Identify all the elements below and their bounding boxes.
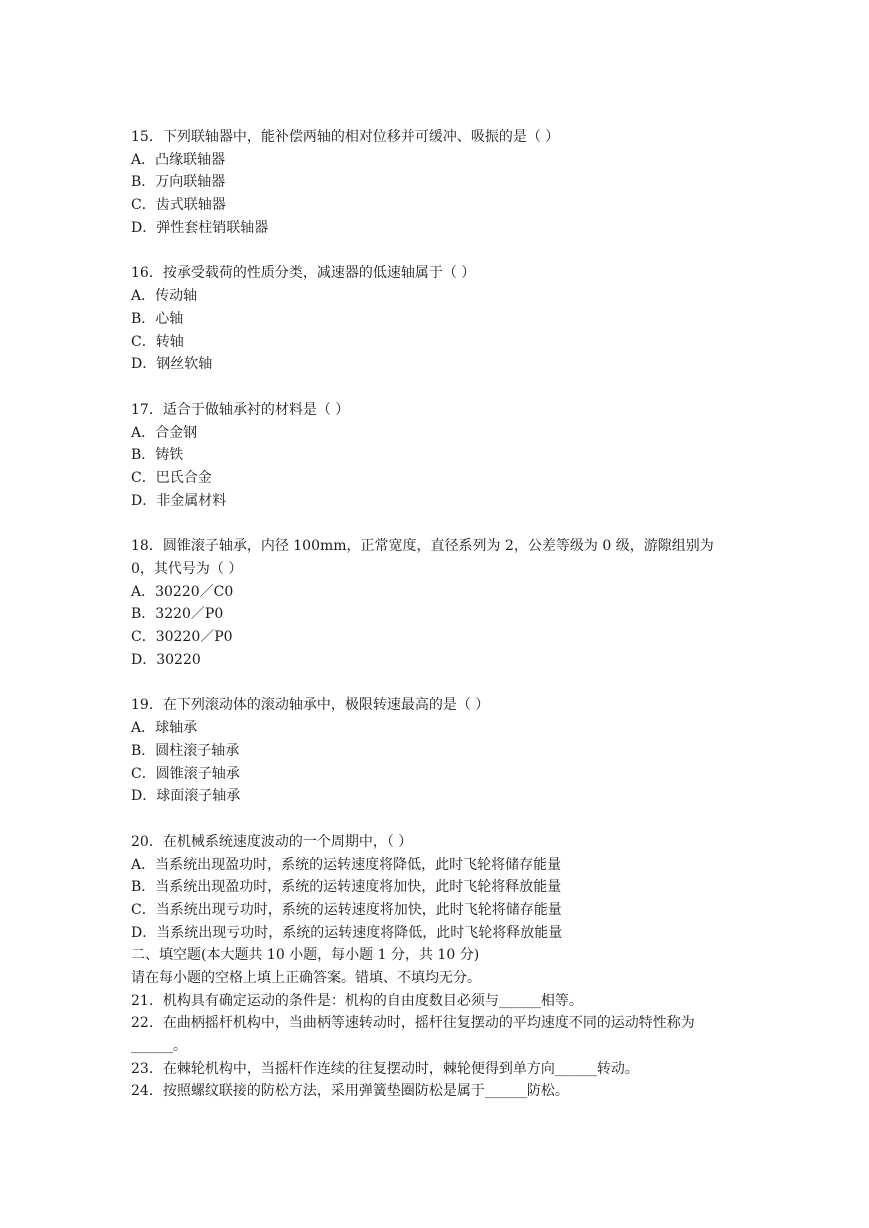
question-21: 21．机构具有确定运动的条件是：机构的自由度数目必须与______相等。 [131, 992, 583, 1009]
section-instruction: 请在每小题的空格上填上正确答案。错填、不填均无分。 [131, 970, 481, 986]
option-d: D．弹性套柱销联轴器 [131, 219, 269, 236]
document-page [131, 126, 751, 1103]
question-20 [131, 831, 751, 944]
question-stem: 15．下列联轴器中，能补偿两轴的相对位移并可缓冲、吸振的是（ ） [131, 129, 560, 145]
section-heading: 二、填空题(本大题共 10 小题，每小题 1 分，共 10 分) [131, 947, 480, 964]
question-24: 24．按照螺纹联接的防松方法，采用弹簧垫圈防松是属于______防松。 [131, 1083, 569, 1100]
option-d: D．30220 [131, 651, 201, 668]
option-a: A．30220／C0 [131, 583, 234, 600]
question-18 [131, 535, 751, 671]
question-15 [131, 126, 751, 239]
question-22-line-2: ______。 [131, 1038, 187, 1055]
option-b: B．心轴 [131, 310, 184, 327]
question-16 [131, 262, 751, 375]
fill-blank-section [131, 944, 751, 1103]
question-stem: 19．在下列滚动体的滚动轴承中，极限转速最高的是（ ） [131, 697, 490, 714]
option-a: A．当系统出现盈功时，系统的运转速度将降低，此时飞轮将储存能量 [131, 856, 562, 873]
question-19 [131, 694, 751, 807]
option-b: B．万向联轴器 [131, 174, 226, 191]
question-17 [131, 399, 751, 512]
option-a: A．凸缘联轴器 [131, 151, 226, 168]
spacer [131, 376, 751, 399]
option-c: C．30220／P0 [131, 629, 233, 646]
option-b: B．圆柱滚子轴承 [131, 742, 240, 759]
question-23: 23．在棘轮机构中，当摇杆作连续的往复摆动时，棘轮便得到单方向______转动。 [131, 1060, 639, 1077]
option-a: A．合金钢 [131, 424, 198, 441]
option-d: D．非金属材料 [131, 492, 227, 509]
option-b: B．当系统出现盈功时，系统的运转速度将加快，此时飞轮将释放能量 [131, 879, 562, 896]
option-c: C．当系统出现亏功时，系统的运转速度将加快，此时飞轮将储存能量 [131, 901, 562, 918]
question-stem-line-2: 0，其代号为（ ） [131, 561, 243, 577]
option-b: B．铸铁 [131, 447, 184, 464]
option-c: C．转轴 [131, 333, 184, 350]
option-c: C．齿式联轴器 [131, 197, 226, 214]
spacer [131, 671, 751, 694]
option-d: D．当系统出现亏功时，系统的运转速度将降低，此时飞轮将释放能量 [131, 924, 563, 941]
option-b: B．3220／P0 [131, 606, 224, 623]
question-22-line-1: 22．在曲柄摇杆机构中，当曲柄等速转动时，摇杆往复摆动的平均速度不同的运动特性称为 [131, 1015, 695, 1032]
option-d: D．钢丝软轴 [131, 356, 213, 373]
spacer [131, 239, 751, 262]
option-a: A．球轴承 [131, 720, 198, 737]
option-a: A．传动轴 [131, 288, 198, 305]
question-stem-line-1: 18．圆锥滚子轴承，内径 100mm，正常宽度，直径系列为 2，公差等级为 0 级，游隙组别为 [131, 538, 714, 555]
question-stem: 17．适合于做轴承衬的材料是（ ） [131, 401, 350, 418]
spacer [131, 512, 751, 535]
option-c: C．圆锥滚子轴承 [131, 765, 240, 782]
question-stem: 16．按承受载荷的性质分类，减速器的低速轴属于（ ） [131, 265, 476, 282]
question-stem: 20．在机械系统速度波动的一个周期中，（ ） [131, 833, 413, 850]
option-d: D．球面滚子轴承 [131, 788, 241, 805]
spacer [131, 808, 751, 831]
option-c: C．巴氏合金 [131, 469, 212, 486]
